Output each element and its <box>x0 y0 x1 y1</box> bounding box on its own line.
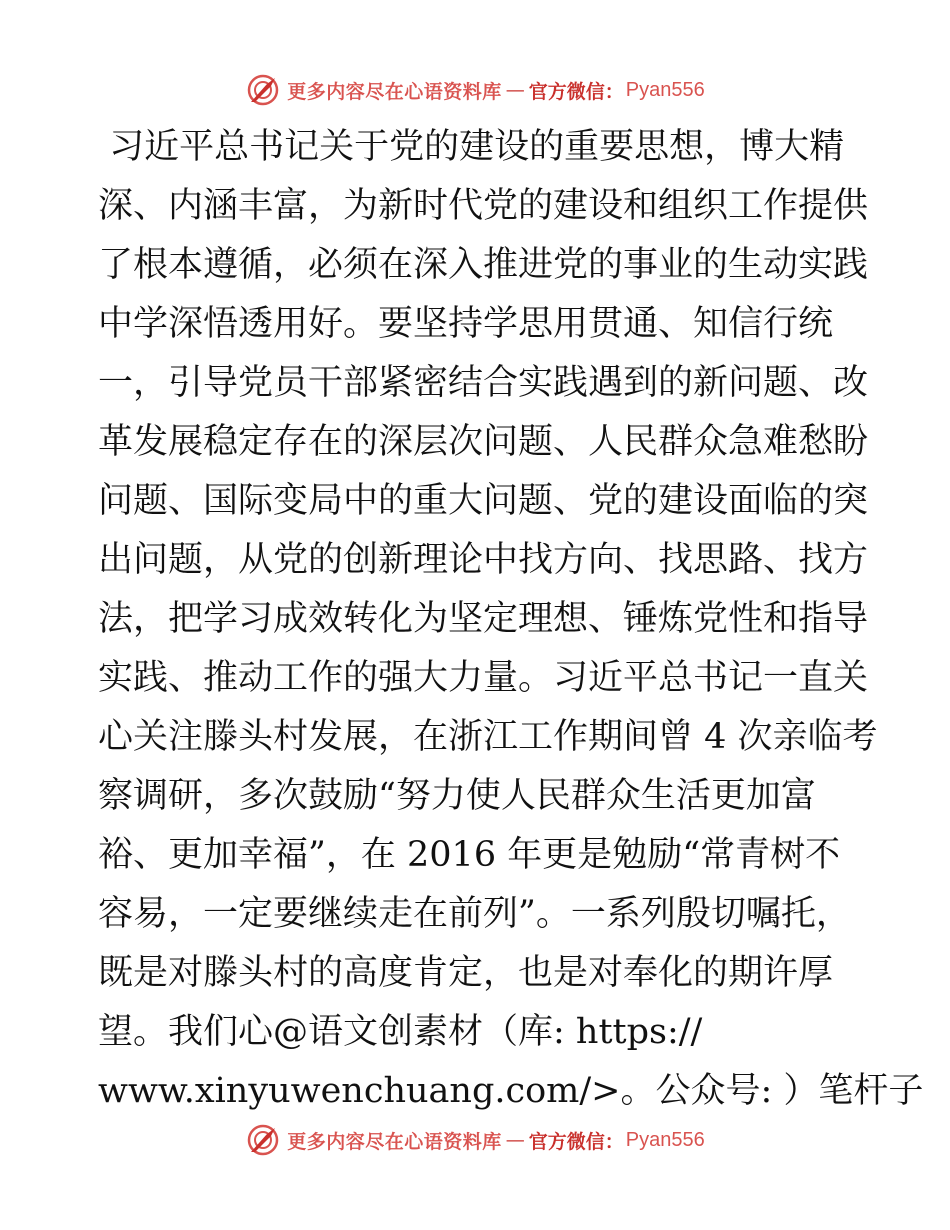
document-line: www.xinyuwenchuang.com/>。公众号: ）笔杆子 <box>98 1071 924 1111</box>
document-line: 中学深悟透用好。要坚持学思用贯通、知信行统 <box>98 304 834 344</box>
document-line: 问题、国际变局中的重大问题、党的建设面临的突 <box>98 481 869 521</box>
feather-pen-logo-icon <box>245 72 281 108</box>
document-body <box>98 118 924 1121</box>
wechat-label: 官方微信： <box>528 1130 624 1153</box>
document-line: 心关注滕头村发展，在浙江工作期间曾 4 次亲临考 <box>98 717 878 757</box>
document-line: 法，把学习成效转化为坚定理想、锤炼党性和指导 <box>98 599 869 639</box>
banner-separator: — <box>505 79 525 101</box>
banner-text: 更多内容尽在心语资料库 <box>287 1130 502 1153</box>
document-line: 容易，一定要继续走在前列”。一系列殷切嘱托， <box>98 894 851 934</box>
footer-watermark-banner <box>0 1120 950 1160</box>
document-line: 出问题，从党的创新理论中找方向、找思路、找方 <box>98 540 869 580</box>
banner-separator: — <box>505 1129 525 1151</box>
document-line: 望。我们心@语文创素材（库: https:// <box>98 1012 703 1052</box>
document-line: 习近平总书记关于党的建设的重要思想，博大精 <box>98 127 845 167</box>
document-line: 既是对滕头村的高度肯定，也是对奉化的期许厚 <box>98 953 834 993</box>
document-line: 革发展稳定存在的深层次问题、人民群众急难愁盼 <box>98 422 869 462</box>
document-line: 裕、更加幸福”，在 2016 年更是勉励“常青树不 <box>98 835 841 875</box>
wechat-id: Pyan556 <box>625 1128 705 1151</box>
wechat-label: 官方微信： <box>528 80 624 103</box>
document-line: 察调研，多次鼓励“努力使人民群众生活更加富 <box>98 776 816 816</box>
header-watermark-banner <box>0 70 950 110</box>
document-line: 实践、推动工作的强大力量。习近平总书记一直关 <box>98 658 869 698</box>
document-line: 深、内涵丰富，为新时代党的建设和组织工作提供 <box>98 186 869 226</box>
document-line: 一，引导党员干部紧密结合实践遇到的新问题、改 <box>98 363 869 403</box>
document-line: 了根本遵循，必须在深入推进党的事业的生动实践 <box>98 245 869 285</box>
wechat-id: Pyan556 <box>625 78 705 101</box>
banner-text: 更多内容尽在心语资料库 <box>287 80 502 103</box>
feather-pen-logo-icon <box>245 1122 281 1158</box>
